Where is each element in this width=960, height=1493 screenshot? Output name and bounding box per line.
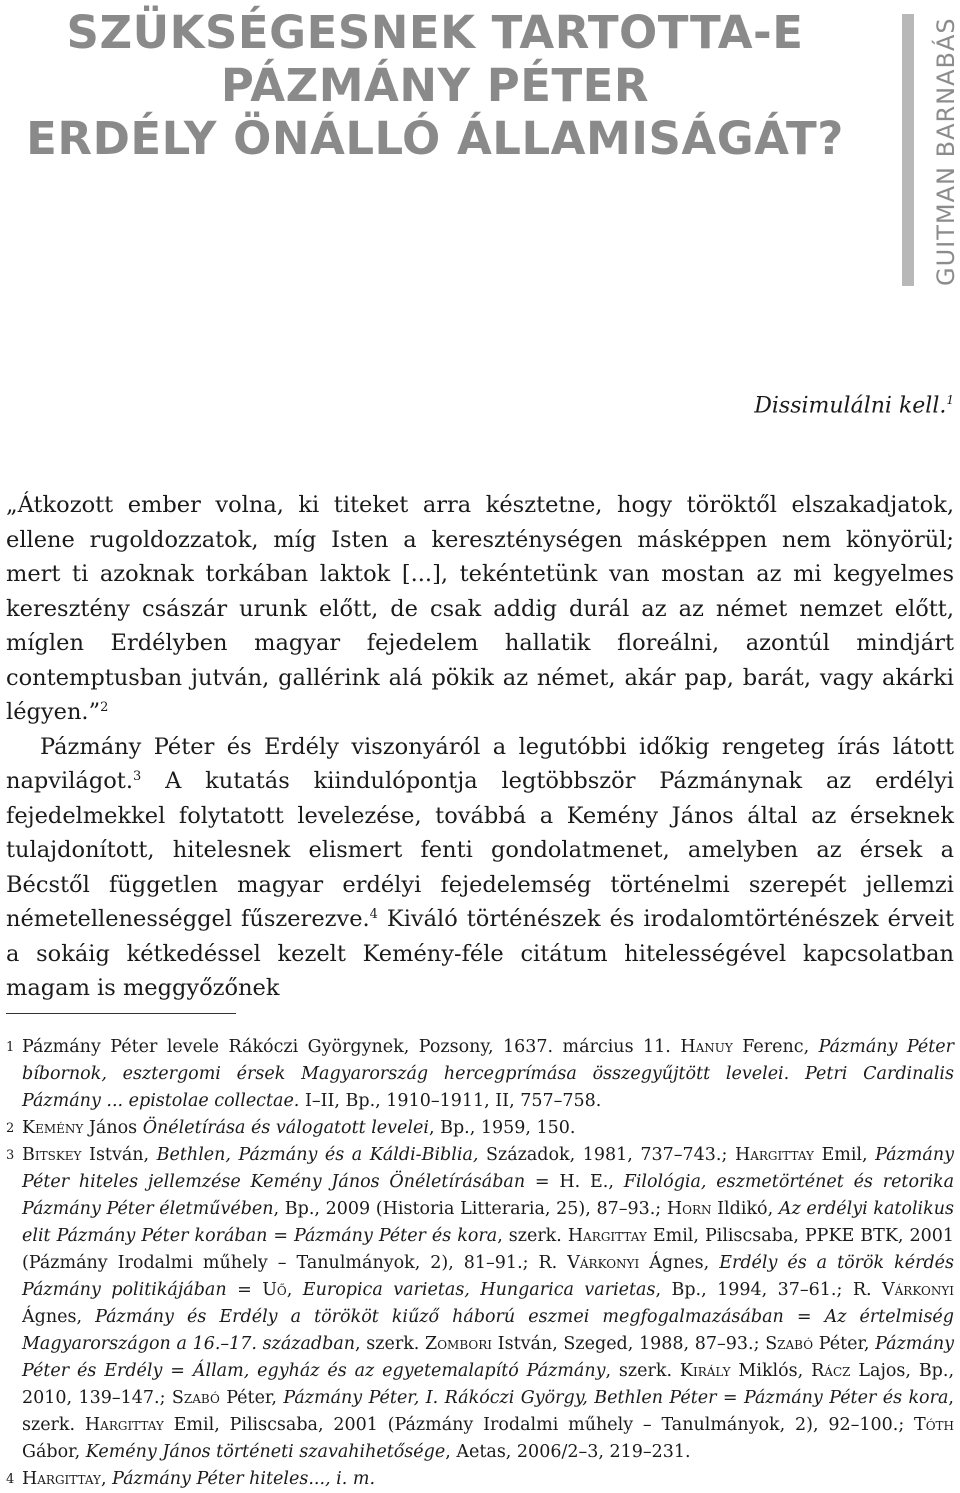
footnote-text: István, [81,1145,157,1165]
main-paragraph [6,730,954,1006]
decorative-side-bar [902,14,914,286]
footnote-text: = [162,1361,193,1381]
footnote-number: 2 [6,1121,15,1136]
title-line-2: PÁZMÁNY PÉTER [220,59,650,112]
footnote-text: , Bp., 2009 (Historia Litteraria, 25), 87–93.; [273,1199,667,1219]
author-surname: Szabó [171,1388,220,1408]
footnote-3 [6,1142,954,1466]
para-text-1: Pázmány Péter és Erdély viszonyáról a legutóbbi időkig rengeteg írás látott napvilágot. [6,733,954,794]
footnote-text: , Bp., 1994, 37–61.; R. [655,1280,882,1300]
footnote-text: Pázmány Péter levele Rákóczi Györgynek, Pozsony, 1637. március 11. [22,1037,681,1057]
footnote-text: István, Szeged, 1988, 87–93.; [492,1334,766,1354]
footnote-ref-2[interactable]: 2 [100,700,109,715]
work-title: Önéletírása és válogatott levelei [142,1118,429,1138]
footnote-text: = [783,1307,825,1327]
footnote-text: = H. E., [525,1172,624,1192]
work-title: Az értelmiség Magyarországon a 16.–17. században [22,1307,954,1354]
author-surname: Várkonyi [567,1253,640,1273]
work-title: Az erdélyi katolikus elit Pázmány Péter korában [22,1199,954,1246]
work-title: Állam, egyház és az egyetemalapító Pázmány [192,1361,606,1381]
footnote-ref-4[interactable]: 4 [369,907,378,922]
footnote-text: Ágnes, [639,1253,720,1273]
author-surname: Bitskey [22,1145,82,1165]
quote-text: „Átkozott ember volna, ki titeket arra késztetne, hogy töröktől elszakadjatok, ellene rugoldozzatok, míg Isten a kereszténységen másképpen nem könyörül; mert ti azoknak torkában laktok [...], tekéntetünk van mostan az mi kegyelmes keresztény császár urunk előtt, de csak addig durál az az német nemzet előtt, míglen Erdélyben magyar fejedelem hallatik floreálni, azontúl mindjárt contemptusban jutván, gallérink alá pökik az német, akár pap, barát, vagy akárki légyen.” [6,492,954,725]
work-title: Pázmány Péter hiteles jellemzése Kemény János Önéletírásában [22,1145,954,1192]
footnote-text: , szerk. [22,1388,954,1435]
footnote-1 [6,1034,954,1115]
work-title: Pázmány Péter és kora [294,1226,498,1246]
footnote-text: Századok, 1981, 737–743.; [478,1145,735,1165]
footnote-text: Ágnes, [22,1307,96,1327]
author-surname: Hargittay [22,1469,101,1489]
author-name: GUITMAN BARNABÁS [932,17,960,286]
body-text [6,488,954,1006]
footnote-ref-1[interactable]: 1 [946,393,954,407]
footnote-text: Miklós, [730,1361,812,1381]
author-surname: Szabó [765,1334,814,1354]
para-text-2: A kutatás kiindulópontja legtöbbször Pázmánynak az erdélyi fejedelmekkel folytatott levelezése, továbbá a Kemény János által az érseknek tulajdonított, hitelesnek elismert fenti gondolatmenet, amelyben az érsek a Bécstől független magyar erdélyi fejedelemség történelmi szerepét jellemzi németellenességgel fűszerezve. [6,768,954,932]
footnote-number: 4 [6,1472,15,1487]
author-surname: Rácz [811,1361,851,1381]
footnote-text: Gábor, [22,1442,86,1462]
motto-text: Dissimulálni kell. [754,393,947,419]
work-title: Europica varietas, Hungarica varietas [302,1280,656,1300]
footnote-text: , szerk. [605,1361,680,1381]
work-title: Pázmány és Erdély a törököt kiűző háború eszmei megfogalmazásában [95,1307,784,1327]
footnote-text: , [286,1280,303,1300]
work-title: Pázmány Péter hiteles..., i. m. [112,1469,376,1489]
author-surname: Kemény [22,1118,84,1138]
footnote-text: Péter, [219,1388,284,1408]
footnote-text: = [226,1280,263,1300]
author-surname: Várkonyi [882,1280,954,1300]
footnote-divider [6,1013,236,1014]
footnote-text: , Aetas, 2006/2–3, 219–231. [445,1442,691,1462]
author-surname: Hargittay [567,1226,647,1246]
footnote-number: 1 [6,1040,15,1055]
title-line-1: SZÜKSÉGESNEK TARTOTTA-E [66,6,804,59]
work-title: Pázmány Péter és Erdély [22,1334,954,1381]
author-surname: Horn [666,1199,712,1219]
footnote-text: Emil, Piliscsaba, 2001 (Pázmány Irodalmi műhely – Tanulmányok, 2), 92–100.; [163,1415,915,1435]
work-title: Kemény János történeti szavahihetősége [85,1442,446,1462]
footnote-text: = [716,1388,744,1408]
footnote-text: , [100,1469,113,1489]
author-surname: Király [679,1361,731,1381]
article-title [0,6,870,165]
work-title: Erdély és a török kérdés Pázmány politikájában [22,1253,954,1300]
footnote-text: Ferenc, [732,1037,819,1057]
work-title: Pázmány Péter bíbornok, esztergomi érsek Magyarország hercegprímása összegyűjtött levelei. Petri Cardinalis Pázmány ... epistolae collectae. [22,1037,954,1111]
author-surname: Zombori [425,1334,492,1354]
work-title: Pázmány Péter, I. Rákóczi György, Bethlen Péter [283,1388,717,1408]
footnote-text: Ildikó, [711,1199,779,1219]
footnote-text: János [83,1118,143,1138]
author-surname: Hargittay [84,1415,164,1435]
author-surname: Uő [262,1280,287,1300]
work-title: Filológia, eszmetörténet és retorika Pázmány Péter életművében [22,1172,954,1219]
footnote-text: Emil, Piliscsaba, PPKE BTK, 2001 (Pázmány Irodalmi műhely – Tanulmányok, 2), 81–91.; R. [22,1226,954,1273]
quote-paragraph [6,488,954,730]
title-line-3: ERDÉLY ÖNÁLLÓ ÁLLAMISÁGÁT? [26,112,844,165]
motto [754,393,954,418]
author-surname: Hargittay [734,1145,814,1165]
footnote-text: I–II, Bp., 1910–1911, II, 757–758. [299,1091,602,1111]
footnote-text: Emil, [813,1145,876,1165]
footnote-text: , Bp., 1959, 150. [428,1118,576,1138]
work-title: Bethlen, Pázmány és a Káldi-Biblia, [156,1145,479,1165]
footnote-number: 3 [6,1148,15,1163]
footnote-text: , szerk. [355,1334,426,1354]
footnote-text: = [267,1226,294,1246]
work-title: Pázmány Péter és kora [743,1388,949,1408]
footnote-text: , szerk. [497,1226,568,1246]
footnote-text: Péter, [813,1334,876,1354]
para-text-3: Kiváló történészek és irodalomtörténészek érveit a sokáig kétkedéssel kezelt Kemény-féle citátum hitelességével kapcsolatban magam is meggyőzőnek [6,906,954,1001]
author-surname: Hanuy [680,1037,733,1057]
footnote-2 [6,1115,954,1142]
footnote-ref-3[interactable]: 3 [132,769,142,784]
footnote-text: Lajos, Bp., 2010, 139–147.; [22,1361,955,1408]
author-surname: Tóth [914,1415,954,1435]
footnotes [6,1034,954,1493]
